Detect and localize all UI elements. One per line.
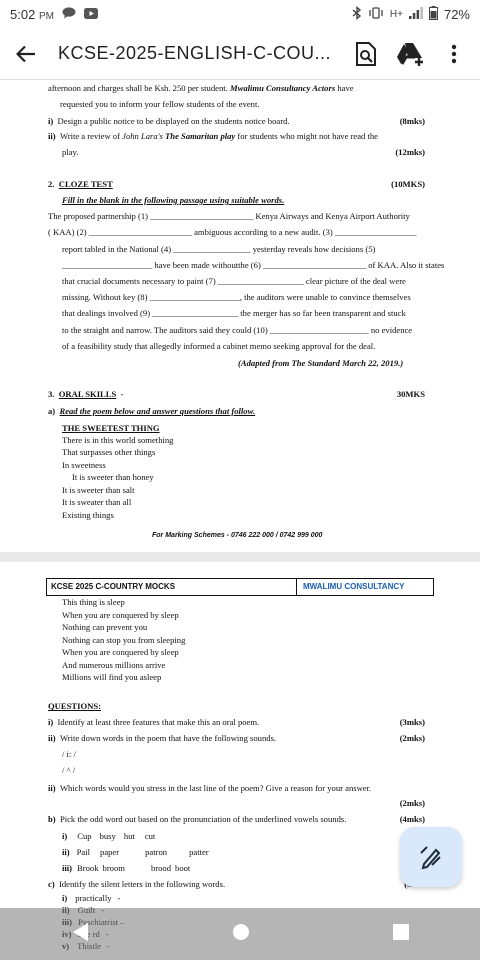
poem-line: In sweetness	[62, 460, 106, 470]
poem-line: There is in this world something	[62, 435, 174, 445]
battery-level: 72%	[443, 6, 470, 22]
more-vert-icon	[451, 44, 457, 64]
questions-heading: QUESTIONS:	[48, 701, 102, 711]
bluetooth-icon	[352, 6, 362, 23]
silent-letter-item: i) practically -	[62, 893, 121, 903]
poem-line: That surpasses other things	[62, 447, 156, 457]
back-triangle-icon	[71, 922, 89, 942]
question-ii-cont: play. (12mks)	[62, 147, 425, 157]
question-1: i) Identify at least three features that make this an oral poem. (3mks)	[48, 717, 425, 727]
add-to-drive-button[interactable]	[396, 40, 424, 68]
nav-home-button[interactable]	[232, 923, 250, 946]
network-type: H+	[389, 8, 403, 20]
more-options-button[interactable]	[440, 40, 468, 68]
header-right: MWALIMU CONSULTANCY	[303, 582, 405, 591]
pen-edit-icon	[418, 844, 444, 870]
cloze-line: that crucial documents necessary to paint (7) ____________________ clear picture of the deal were	[62, 276, 406, 286]
document-title: KCSE-2025-ENGLISH-C-COU...	[58, 43, 332, 63]
header-left: KCSE 2025 C-COUNTRY MOCKS	[47, 579, 297, 595]
odd-word-row: iii) Brook broom brood boot	[62, 863, 191, 873]
cloze-line: missing. Without key (8) _____________________, the auditors were unable to convince themselves	[62, 292, 411, 302]
status-time: 5:02 PM	[10, 6, 54, 22]
page-footer: For Marking Schemes - 0746 222 000 / 0742 999 000	[152, 532, 323, 539]
poem-line: Nothing can prevent you	[62, 622, 148, 632]
poem-line: Existing things	[62, 510, 114, 520]
cloze-line: The proposed partnership (1) ________________________ Kenya Airways and Kenya Airport Authority	[48, 211, 410, 221]
system-nav-bar	[0, 908, 480, 960]
cloze-source: (Adapted from The Standard March 22, 2019.)	[238, 358, 404, 368]
sound-1: / i: /	[62, 749, 76, 759]
document-page-2: KCSE 2025 C-COUNTRY MOCKS MWALIMU CONSULTANCY This thing is sleep When you are conquered by sleep Nothing can prevent you Nothing can stop you from sleeping When you are conquered by sleep And numerous millions arrive Millions will find you asleep QUESTIONS: i) Identify at least three features that make this an oral poem. (3mks) ii) Write down words in the poem that have the following sounds. (2mks) / i: / / ^ / ii) Which words would you stress in the last line of the poem? Give a reason for your answer. (2mks) b) Pick the odd word out based on the pronunciation of the underlined vowels sounds. (4mks) i) Cup busy hut cut ii) Pail paper patron patter iii) Brook broom brood boot c) Identify the silent letters in the following words. i) practically -	[0, 562, 480, 960]
sound-2: / ^ /	[62, 765, 76, 775]
question-i: i) Design a public notice to be displayed on the students notice board. (8mks)	[48, 116, 425, 126]
youtube-icon	[84, 7, 98, 22]
page-header	[46, 578, 434, 596]
poem-line: It is sweeter than salt	[62, 485, 135, 495]
cloze-line: of a feasibility study that allegedly informed a cabinet memo seeking approval for the deal.	[62, 341, 376, 351]
cloze-line: to the straight and narrow. The auditors said they could (10) _______________________ no evidence	[62, 325, 413, 335]
question-ii: ii) Write a review of John Lara's The Samaritan play for students who might not have read the	[48, 131, 378, 141]
poem-line: It is sweater than all	[62, 497, 132, 507]
question-b: b) Pick the odd word out based on the pronunciation of the underlined vowels sounds. (4mks)	[48, 814, 425, 824]
odd-word-row: ii) Pail paper patron patter	[62, 847, 209, 857]
poem-line: Millions will find you asleep	[62, 672, 162, 682]
oral-heading: 3. ORAL SKILLS - 30MKS	[48, 389, 425, 399]
nav-back-button[interactable]	[71, 922, 89, 947]
vibrate-icon	[368, 7, 384, 22]
cloze-line: _____________________ have been made withoutthe (6) ________________________ of KAA. Also it states	[62, 260, 445, 270]
search-button[interactable]	[352, 40, 380, 68]
question-3: ii) Which words would you stress in the last line of the poem? Give a reason for your answer.	[48, 783, 372, 793]
poem-line: When you are conquered by sleep	[62, 610, 179, 620]
cloze-line: that dealings involved (9) ____________________ the merger has so far been transparent and stuck	[62, 308, 406, 318]
document-page-1	[0, 80, 480, 552]
cloze-instruction: Fill in the blank in the following passage using suitable words.	[62, 195, 285, 205]
home-circle-icon	[232, 923, 250, 941]
poem-line: This thing is sleep	[62, 597, 125, 607]
odd-word-row: i) Cup busy hut cut	[62, 831, 156, 841]
drive-add-icon	[396, 42, 424, 66]
cloze-heading: 2. CLOZE TEST (10MKS)	[48, 179, 425, 189]
back-button[interactable]	[12, 40, 40, 68]
nav-recents-button[interactable]	[393, 924, 409, 945]
cloze-line: report tabled in the National (4) __________________ yesterday reveals how decisions (5)	[62, 244, 376, 254]
recents-square-icon	[393, 924, 409, 940]
app-bar	[0, 28, 480, 80]
poem-line: And numerous millions arrive	[62, 660, 166, 670]
oral-instruction: a) Read the poem below and answer questions that follow.	[48, 406, 256, 416]
question-c: c) Identify the silent letters in the following words.	[48, 879, 226, 889]
question-2: ii) Write down words in the poem that have the following sounds. (2mks)	[48, 733, 425, 743]
text-line: requested you to inform your fellow students of the event.	[60, 99, 260, 109]
search-doc-icon	[355, 42, 377, 66]
poem-line: Nothing can stop you from sleeping	[62, 635, 186, 645]
poem-line: It is sweeter than honey	[72, 472, 154, 482]
signal-icon	[409, 7, 423, 22]
back-arrow-icon	[16, 45, 36, 63]
message-icon	[62, 7, 76, 22]
poem-line: When you are conquered by sleep	[62, 647, 179, 657]
battery-icon	[429, 6, 438, 23]
cloze-line: ( KAA) (2) ________________________ ambiguous according to a new audit. (3) ___________________	[48, 227, 417, 237]
annotate-button[interactable]	[400, 827, 462, 887]
status-bar	[0, 0, 480, 28]
poem-title: THE SWEETEST THING	[62, 423, 160, 433]
text-line: afternoon and charges shall be Ksh. 250 per student. Mwalimu Consultancy Actors have	[48, 83, 354, 93]
